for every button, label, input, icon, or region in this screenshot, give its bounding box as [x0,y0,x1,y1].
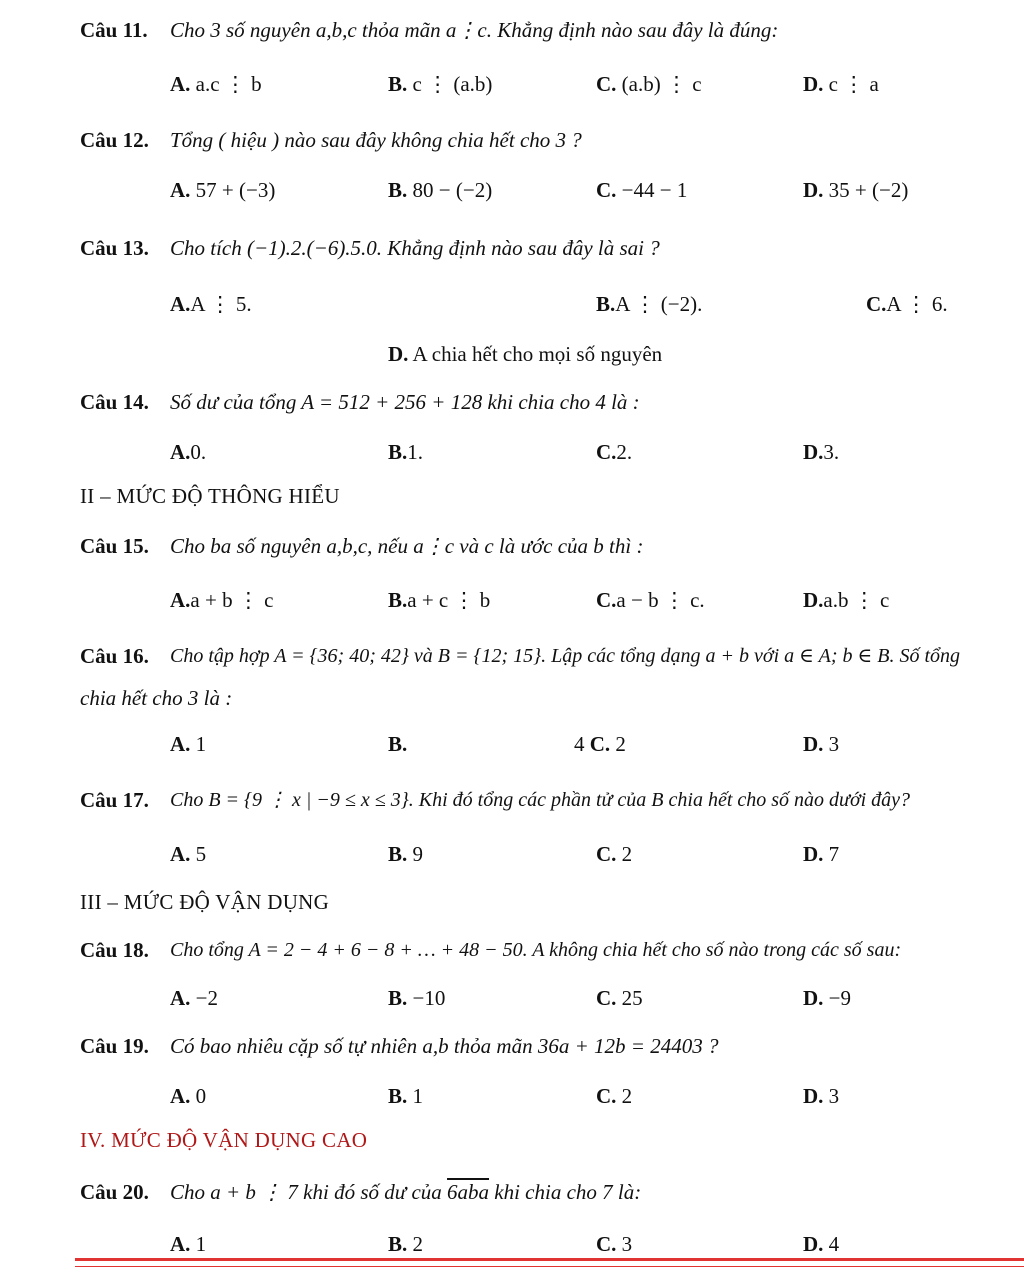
footer-rule [75,1258,1024,1261]
option-b: B.A ⋮ (−2). [596,292,703,316]
option-b: B. [388,732,408,756]
option-a: A. −2 [170,986,219,1010]
footer-rule-thin [75,1266,1024,1267]
question-text: Cho ba số nguyên a,b,c, nếu a⋮c và c là ước của b thì : [170,534,644,558]
question-text: Cho 3 số nguyên a,b,c thỏa mãn a⋮c. Khẳng định nào sau đây là đúng: [170,18,779,42]
option-c: C.a − b ⋮ c. [596,588,705,612]
question-number: Câu 19. [80,1034,149,1058]
question-number: Câu 16. [80,644,149,668]
option-b: B. c ⋮ (a.b) [388,72,493,96]
option-c: C. 25 [596,986,643,1010]
option-c: C. 2 [596,1084,633,1108]
option-d: D. 3 [803,732,840,756]
question-number: Câu 12. [80,128,149,152]
question-text: Có bao nhiêu cặp số tự nhiên a,b thỏa mãn 36a + 12b = 24403 ? [170,1034,719,1058]
option-b: B. 1 [388,1084,424,1108]
option-d: D. 35 + (−2) [803,178,909,202]
question-text: Cho a + b ⋮ 7 khi đó số dư của 6aba khi chia cho 7 là: [170,1180,642,1204]
question-text: Số dư của tổng A = 512 + 256 + 128 khi chia cho 4 là : [170,390,640,414]
question-number: Câu 18. [80,938,149,962]
option-a: A. 1 [170,1232,207,1256]
option-d: D. 4 [803,1232,840,1256]
question-text: Cho B = {9 ⋮ x | −9 ≤ x ≤ 3}. Khi đó tổng các phần tử của B chia hết cho số nào dưới đây? [170,789,911,811]
option-d: D. −9 [803,986,852,1010]
question-number: Câu 11. [80,18,148,42]
option-c: C. 2 [596,842,633,866]
question-text: Cho tập hợp A = {36; 40; 42} và B = {12; 15}. Lập các tổng dạng a + b với a ∈ A; b ∈ B. Số tổng [170,645,961,667]
option-d: D. c ⋮ a [803,72,879,96]
option-a: A. 0 [170,1084,207,1108]
option-a: A.a + b ⋮ c [170,588,274,612]
option-b: B. 9 [388,842,424,866]
option-a: A. a.c ⋮ b [170,72,262,96]
question-text-continued: chia hết cho 3 là : [80,686,233,710]
option-b: B.1. [388,440,424,464]
option-a: A. 1 [170,732,207,756]
question-text: Cho tổng A = 2 − 4 + 6 − 8 + … + 48 − 50. A không chia hết cho số nào trong các số sau: [170,939,902,961]
option-d: D. 7 [803,842,840,866]
question-number: Câu 15. [80,534,149,558]
option-d: D. A chia hết cho mọi số nguyên [388,342,663,366]
question-number: Câu 14. [80,390,149,414]
section-title: IV. MỨC ĐỘ VẬN DỤNG CAO [80,1128,368,1152]
option-c: 4 C. 2 [574,732,626,756]
option-b: B.a + c ⋮ b [388,588,491,612]
overlined-number: 6aba [447,1180,490,1204]
option-c: C.2. [596,440,633,464]
option-a: A. 57 + (−3) [170,178,276,202]
option-c: C.A ⋮ 6. [866,292,948,316]
option-c: C. 3 [596,1232,633,1256]
question-number: Câu 13. [80,236,149,260]
question-text: Tổng ( hiệu ) nào sau đây không chia hết cho 3 ? [170,128,582,152]
option-d: D. 3 [803,1084,840,1108]
question-number: Câu 20. [80,1180,149,1204]
option-c: C. (a.b) ⋮ c [596,72,702,96]
question-number: Câu 17. [80,788,149,812]
option-b: B. −10 [388,986,446,1010]
option-a: A. 5 [170,842,207,866]
option-a: A.0. [170,440,207,464]
option-a: A.A ⋮ 5. [170,292,252,316]
option-b: B. 80 − (−2) [388,178,493,202]
section-title: II – MỨC ĐỘ THÔNG HIỂU [80,484,340,508]
section-title: III – MỨC ĐỘ VẬN DỤNG [80,890,330,914]
question-text: Cho tích (−1).2.(−6).5.0. Khẳng định nào sau đây là sai ? [170,236,660,260]
option-d: D.a.b ⋮ c [803,588,890,612]
option-b: B. 2 [388,1232,424,1256]
option-d: D.3. [803,440,840,464]
option-c: C. −44 − 1 [596,178,688,202]
